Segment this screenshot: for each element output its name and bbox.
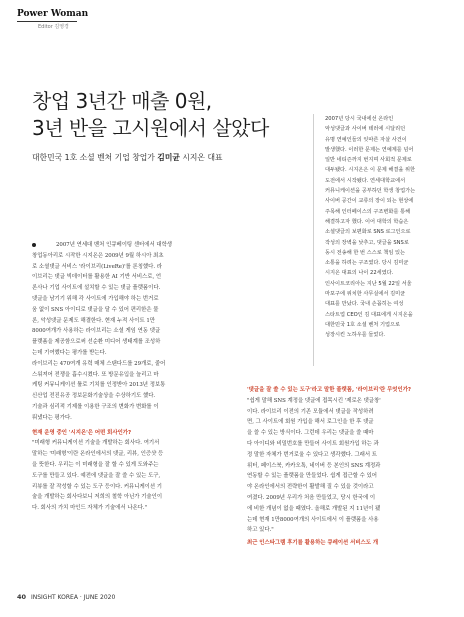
editor-credit: Editor 김영경 — [38, 24, 69, 30]
deck-suffix: 시지온 대표 — [179, 153, 223, 162]
sidebar-line: 대한민국 1호 소셜 벤처 기업으로 — [325, 321, 401, 328]
answer-line: 에 비한 개념이 없을 때였다. 올해로 개발된 지 11년이 됐 — [247, 505, 381, 512]
answer-line: 을 뜻한다. 우리는 이 미래형을 잘 할 수 있게 도와주는 — [32, 461, 159, 468]
deck-name: 김미균 — [157, 153, 180, 162]
question-1: 현재 운영 중인 '시지온'은 어떤 회사인가? — [32, 429, 132, 436]
answer-1 — [32, 438, 232, 514]
deck-prefix: 대한민국 1호 소셜 벤처 기업 창업가 — [32, 153, 158, 162]
body-line: 론사나 기업 사이트에 설치할 수 있는 댓글 플랫폼이다. — [32, 285, 161, 292]
sidebar-line: 2007년 당시 국내에선 온라인 — [325, 116, 394, 122]
question-2: '댓글을 잘 쓸 수 있는 도구'라고 말한 플랫폼, '라이브리'란 무엇인가? — [247, 387, 412, 393]
sidebar-line: 마포구에 위치한 사무실에서 김미균 — [325, 291, 406, 298]
sidebar-line: 소셜댓글의 보편화로 SNS 로그인으로 — [325, 229, 411, 236]
answer-2 — [247, 396, 445, 536]
answer-line: 술을 개발하는 회사다보니 저희의 철학 아닌가 기술인이 — [32, 494, 163, 501]
body-line: 로 소셜댓글 서비스 '라이브리(LiveRe)'를 론칭했다. 라 — [32, 263, 162, 270]
body-line: 움 없이 SNS 아이디로 댓글을 달 수 있어 편리한은 물 — [32, 306, 159, 313]
left-body-text — [32, 240, 232, 424]
answer-line: 다 아이디와 비밀번호를 만들어 사이트 회원가입 하는 과 — [247, 440, 379, 447]
body-line: 기술과 심리적 기제를 이용한 구조의 변화가 변화를 이 — [32, 403, 159, 410]
body-column-left — [32, 240, 232, 572]
sidebar-line: 대표를 만났다. 국내 손꼽히는 여성 — [325, 301, 404, 308]
sidebar-line: 시지온 대표의 나이 22세였다. — [325, 270, 394, 277]
answer-line: 다. 회사의 가치 마인드 자체가 기술에서 나온다." — [32, 505, 148, 512]
bullet-icon — [32, 243, 36, 247]
body-line: 2007년 연세대 벤처 인큐베이팅 센터에서 대학생 — [32, 240, 232, 251]
body-line: 론, 악성댓글 문제도 해결한다. 현재 누적 사이트 1만 — [32, 317, 155, 324]
page-footer — [17, 593, 115, 601]
sidebar-line: 대두됐다. 시지온은 이 문제 해결을 위한 — [325, 167, 416, 174]
body-line: 이브리는 댓글 빅데이터를 활용한 AI 기반 서비스로, 언 — [32, 274, 162, 281]
sidebar-line: 인사이트코리아는 지난 5월 22일 서울 — [325, 280, 412, 287]
answer-line: 을 쓸 수 있는 방식이다. 그런데 우리는 댓글을 쓸 때마 — [247, 430, 374, 437]
body-line: 는데 기여했다는 평가를 받는다. — [32, 349, 107, 356]
body-line: 신산업 전진유공 정보문화기술상을 수상하기도 했다. — [32, 393, 156, 400]
answer-line: 도구를 만들고 있다. 예전에 댓글을 잘 쓸 수 있는 도구, — [32, 472, 161, 479]
body-line: 케팅 커뮤니케이션 툴로 기치를 인정받아 2013년 정보통 — [32, 382, 166, 389]
body-line: 스워져어 전쟁을 흡수시켰다. 또 방문유입을 늘리고 마 — [32, 371, 159, 378]
answer-line: 이다. 라이브리 이전의 기존 모듈에서 댓글을 작성하려 — [247, 408, 374, 415]
answer-line: 여겼다. 2009년 우리가 처음 만들었고, 당시 한국에 이 — [247, 494, 376, 501]
section-header — [17, 9, 88, 19]
sidebar-line: 해결하고자 했다. 이어 대학의 학습은 — [325, 218, 409, 225]
headline — [32, 88, 302, 142]
body-column-right — [247, 385, 445, 575]
sidebar-line: 작성의 장벽을 낮추고, 댓글을 SNS로 — [325, 239, 409, 246]
headline-line-1: 창업 3년간 매출 0원, — [32, 89, 212, 113]
answer-line: 말하는 '미래형'이란 온라인에서의 댓글, 리뷰, 인증샷 등 — [32, 451, 164, 458]
sidebar-line: 성장시킨 노하우를 들었다. — [325, 332, 386, 339]
answer-line: 하고 있다." — [247, 527, 274, 534]
sidebar-line: 악성댓글과 사이버 테러에 시달리던 — [325, 126, 406, 133]
answer-line: 정 말한 자체가 번거로울 수 있다고 생각했다. 그래서 트 — [247, 451, 377, 458]
section-rule — [17, 21, 77, 22]
answer-line: 면, 그 사이트에 회원 가입을 해서 로그인을 한 후 댓글 — [247, 419, 374, 426]
sidebar-line: 동시 전송해 한 번 스스로 책임 있는 — [325, 249, 406, 256]
question-3-partial: 최근 인스타그램 후기를 활용하는 큐레이션 서비스도 개 — [247, 540, 379, 547]
answer-line: 는데 현재 1만8000여개의 사이트에서 이 플랫폼을 사용 — [247, 516, 379, 523]
headline-line-2: 3년 반을 고시원에서 살았다 — [32, 116, 269, 140]
deck — [32, 152, 302, 163]
sidebar-line: 유명 연예인들의 잇따른 자살 사건이 — [325, 136, 407, 143]
section-title: Power Woman — [17, 9, 89, 19]
sidebar-line: 주목해 인터페이스의 구조변화를 통해 — [325, 208, 411, 215]
sidebar-line: 도전에서 시작됐다. 연세대학교에서 — [325, 177, 406, 184]
answer-line: "쉽게 말해 SNS 계정을 댓글에 접목시킨 '제로온 댓글창' — [247, 397, 381, 404]
sidebar-line: 커뮤니케이션을 공부하던 학생 창업가는 — [325, 188, 416, 195]
body-line: 플랫폼을 제공함으로써 선순환 미디어 생태계를 조성하 — [32, 339, 161, 346]
sidebar-line: 사이버 공간이 교류의 장이 되는 현상에 — [325, 198, 414, 205]
answer-line: 연동할 수 있는 플랫폼을 만들었다. 쉽게 접근할 수 있어 — [247, 473, 377, 480]
answer-line: 리뷰를 잘 작성할 수 있는 도구 등이다. 커뮤니케이션 기 — [32, 483, 162, 490]
sidebar-line: 일반 네티즌까지 번지며 사회적 문제로 — [325, 157, 412, 164]
answer-line: 야 온라인에서의 전략한이 활발해 질 수 있을 것이라고 — [247, 484, 374, 491]
footer-label: INSIGHT KOREA · JUNE 2020 — [30, 594, 116, 601]
sidebar-line: 소통을 하려는 구조였다. 당시 김미균 — [325, 260, 409, 267]
body-line: 뤄냈다는 평가다. — [32, 414, 72, 421]
body-line: 8000여개가 사용하는 라이브리는 소셜 게임 연동 댓글 — [32, 328, 161, 335]
body-line: 라이브리는 470여개 유력 매체 스탠다드를 29개로, 줄어 — [32, 360, 166, 367]
body-line: 댓글을 남기기 위해 각 사이트에 가입해야 하는 번거로 — [32, 295, 159, 302]
page-number: 40 — [17, 593, 27, 601]
sidebar-divider — [313, 114, 314, 366]
sidebar-line: 스타트업 CEO인 김 대표에게 시지온을 — [325, 311, 413, 318]
answer-line: "미래형 커뮤니케이션 기술을 개발하는 회사다. 여기서 — [32, 440, 160, 447]
answer-line: 위터, 페이스북, 카카오톡, 네이버 등 본인의 SNS 계정과 — [247, 462, 381, 469]
body-line: 창업동아리로 시작한 시지온은 2009년 9월 하시아 최초 — [32, 252, 164, 259]
sidebar-intro — [325, 114, 447, 366]
sidebar-line: 발생했다. 이러한 문제는 연예계를 넘어 — [325, 146, 414, 153]
